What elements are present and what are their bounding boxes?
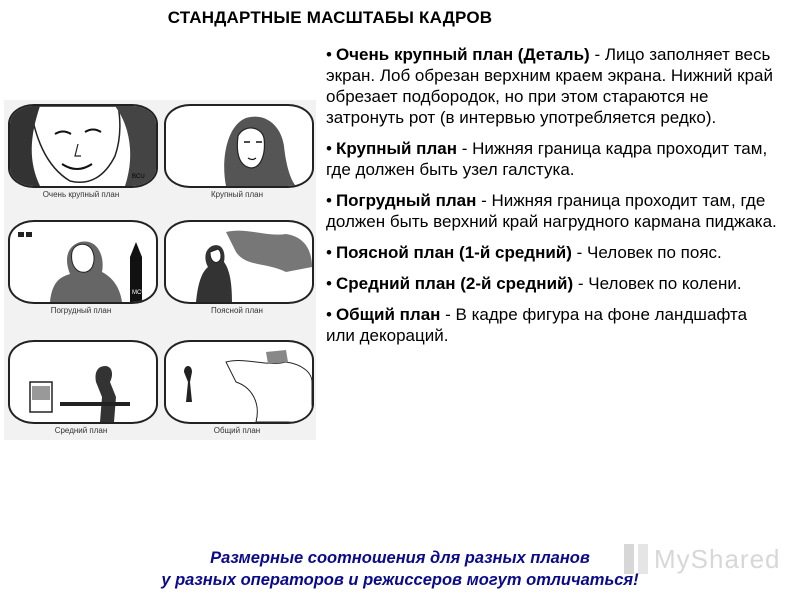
waist-shot-drawing (166, 222, 312, 302)
bullet: • (326, 45, 332, 64)
bullet: • (326, 243, 332, 262)
slide-title: СТАНДАРТНЫЕ МАСШТАБЫ КАДРОВ (167, 8, 493, 27)
footer-line-1: Размерные соотношения для разных планов (210, 549, 590, 567)
caption-long-shot: Общий план (213, 426, 261, 435)
bullet: • (326, 191, 332, 210)
bullet: • (326, 274, 332, 293)
term: Поясной план (1-й средний) (335, 243, 572, 262)
list-item (326, 44, 778, 128)
definition: - Человек по колени. (573, 274, 742, 293)
footer-line-2: у разных операторов и режиссеров могут отличаться! (161, 571, 639, 589)
frame-extreme-close-up (8, 104, 158, 188)
term: Общий план (335, 305, 441, 324)
watermark-text: MyShared (654, 544, 781, 574)
footer-note (0, 547, 800, 591)
extreme-close-up-drawing (10, 106, 156, 186)
caption-close-up: Крупный план (210, 190, 264, 199)
definition: - Нижняя граница проходит там, где должен быть верхний край нагрудного кармана пиджака. (326, 191, 777, 231)
term: Крупный план (335, 139, 457, 158)
frame-medium-shot (8, 340, 158, 424)
shot-scale-list (326, 44, 778, 356)
frame-chest-shot (8, 220, 158, 304)
bullet: • (326, 139, 332, 158)
frame-close-up (164, 104, 314, 188)
close-up-drawing (166, 106, 312, 186)
list-item (326, 190, 778, 232)
medium-shot-drawing (10, 342, 156, 422)
bullet: • (326, 305, 332, 324)
frame-waist-shot (164, 220, 314, 304)
long-shot-drawing (166, 342, 312, 422)
chest-shot-drawing (10, 222, 156, 302)
definition: - Человек по пояс. (571, 243, 722, 262)
definition: - В кадре фигура на фоне ландшафта или декораций. (326, 305, 748, 345)
caption-medium-shot: Средний план (54, 426, 108, 435)
caption-waist-shot: Поясной план (211, 306, 263, 315)
term: Очень крупный план (Деталь) (335, 45, 590, 64)
caption-chest-shot: Погрудный план (50, 306, 112, 315)
caption-extreme-close-up: Очень крупный план (42, 190, 120, 199)
shot-scale-illustration (4, 100, 316, 440)
frame-label-mcu: MCU (132, 290, 146, 296)
frame-label-bcu: BCU (132, 174, 145, 180)
list-item (326, 304, 778, 346)
list-item (326, 138, 778, 180)
definition: - Лицо заполняет весь экран. Лоб обрезан верхним краем экрана. Нижний край обрезает подбородок, но при этом стараются не затронуть рот (в интервью употребляется редко). (326, 45, 773, 127)
list-item (326, 273, 778, 294)
term: Погрудный план (335, 191, 477, 210)
term: Средний план (2-й средний) (335, 274, 574, 293)
definition: - Нижняя граница кадра проходит там, где должен быть узел галстука. (326, 139, 768, 179)
list-item (326, 242, 778, 263)
frame-long-shot (164, 340, 314, 424)
